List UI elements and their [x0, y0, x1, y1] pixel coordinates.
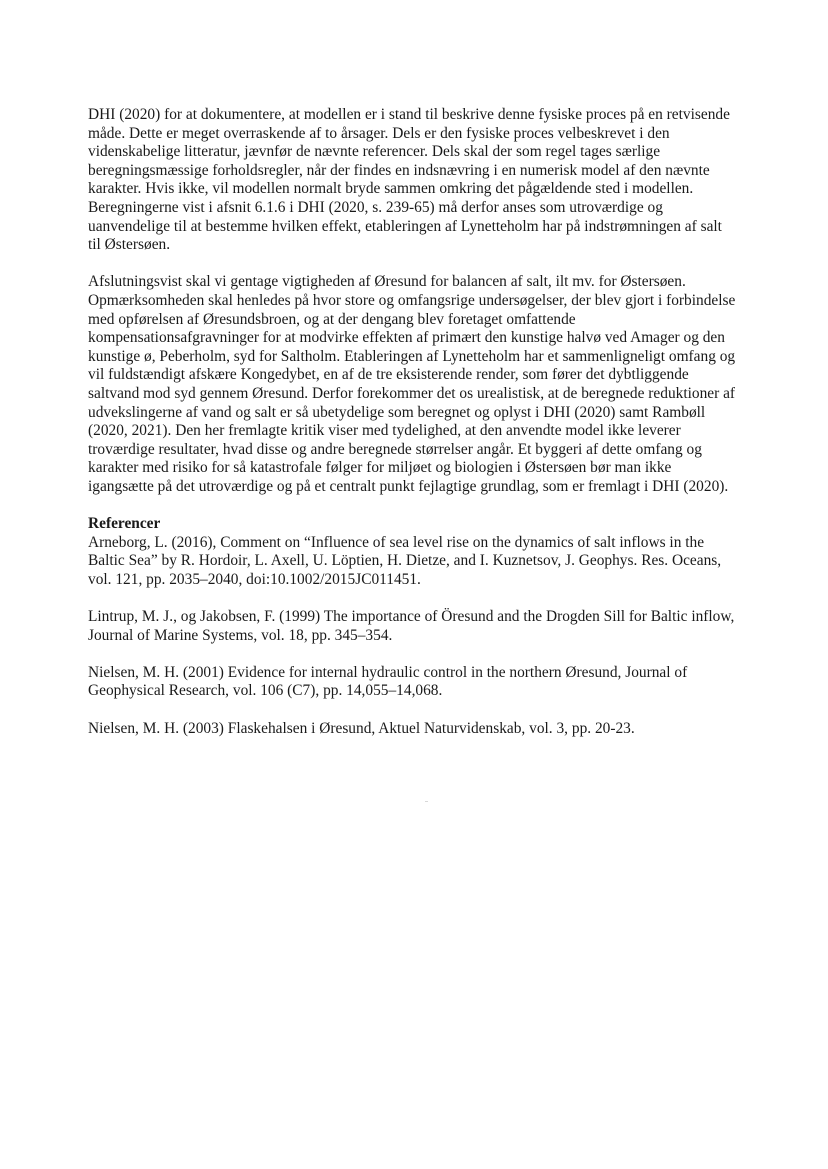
reference-item: Lintrup, M. J., og Jakobsen, F. (1999) The importance of Öresund and the Drogden Sill for Baltic inflow, Journal of Marine Systems, vol. 18, pp. 345–354.	[88, 608, 735, 644]
reference-item: Nielsen, M. H. (2001) Evidence for internal hydraulic control in the northern Øresund, Journal of Geophysical Research, vol. 106 (C7), pp. 14,055–14,068.	[88, 663, 688, 700]
references-heading: Referencer	[88, 515, 161, 533]
reference-item: Arneborg, L. (2016), Comment on “Influence of sea level rise on the dynamics of salt inflows in the Baltic Sea” by R. Hordoir, L. Axell, U. Löptien, H. Dietze, and I. Kuznetsov, J. Geophys. Res. Oceans, vol. 121, pp. 2035–2040, doi:10.1002/2015JC011451.	[88, 533, 722, 588]
document-body	[88, 106, 738, 757]
reference-item: Nielsen, M. H. (2003) Flaskehalsen i Øresund, Aktuel Naturvidenskab, vol. 3, pp. 20-23.	[88, 719, 635, 737]
body-paragraph: DHI (2020) for at dokumentere, at modellen er i stand til beskrive denne fysiske proces på en retvisende måde. Dette er meget overraskende af to årsager. Dels er den fysiske proces velbeskrevet i den videnskabelige litteratur, jævnfør de nævnte referencer. Dels skal der som regel tages særlige beregningsmæssige forholdsregler, når der findes en indsnævring i en numerisk model af den nævnte karakter. Hvis ikke, vil modellen normalt bryde sammen omkring det pågældende sted i modellen. Beregningerne vist i afsnit 6.1.6 i DHI (2020, s. 239-65) må derfor anses som utroværdige og uanvendelige til at bestemme hvilken effekt, etableringen af Lynetteholm har på indstrømningen af salt til Østersøen.	[88, 106, 730, 254]
body-paragraph: Afslutningsvist skal vi gentage vigtigheden af Øresund for balancen af salt, ilt mv. for Østersøen. Opmærksomheden skal henledes på hvor store og omfangsrige undersøgelser, der blev gjort i forbindelse med opførelsen af Øresundsbroen, og at der dengang blev foretaget omfattende kompensationsafgravninger for at modvirke effekten af primært den kunstige halvø ved Amager og den kunstige ø, Peberholm, syd for Saltholm. Etableringen af Lynetteholm har et sammenligneligt omfang og vil fuldstændigt afskære Kongedybet, en af de tre eksisterende render, som fører det dybtliggende saltvand mod syd gennem Øresund. Derfor forekommer det os urealistisk, at de beregnede reduktioner af udvekslingerne af vand og salt er så ubetydelige som beregnet og oplyst i DHI (2020) samt Rambøll (2020, 2021). Den her fremlagte kritik viser med tydelighed, at den anvendte model ikke leverer troværdige resultater, hvad disse og andre beregnede størrelser angår. Et byggeri af dette omfang og karakter med risiko for så katastrofale følger for miljøet og biologien i Østersøen bør man ikke igangsætte på det utroværdige og på et centralt punkt fejlagtige grundlag, som er fremlagt i DHI (2020).	[88, 273, 736, 495]
scan-speck	[425, 801, 428, 802]
